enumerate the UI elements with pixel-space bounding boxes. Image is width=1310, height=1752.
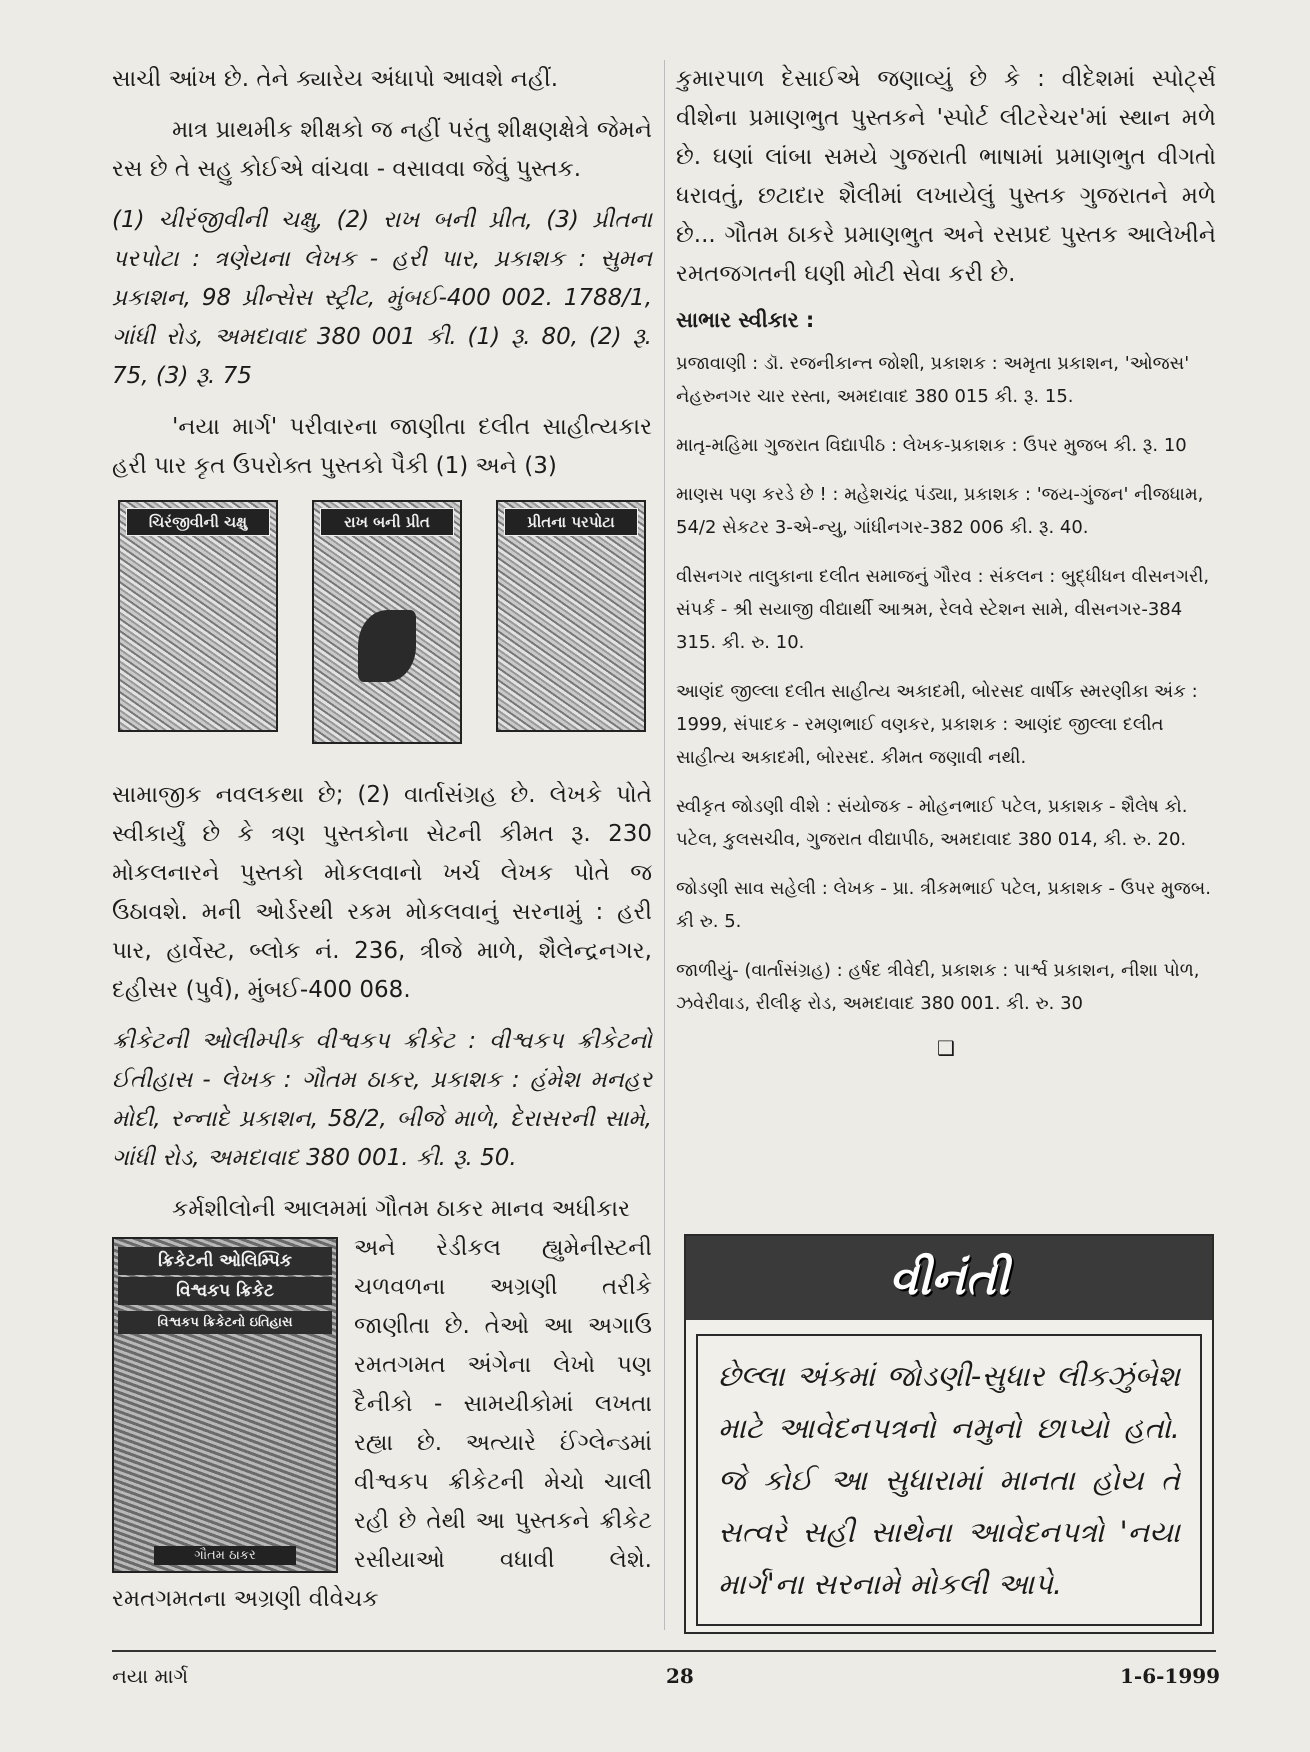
column-divider	[664, 60, 665, 1630]
notice-title: વીનંતી	[686, 1236, 1212, 1320]
paragraph-start: કર્મશીલોની આલમમાં ગૌતમ ઠાકર માનવ અધીકાર	[172, 1196, 631, 1222]
cover-title: પ્રીતના પરપોટા	[504, 508, 638, 536]
cover-title: ક્રિકેટની ઓલિમ્પિક	[118, 1247, 332, 1275]
acknowledgement-entry: જોડણી સાવ સહેલી : લેખક - પ્રા. ત્રીકમભાઈ પટેલ, પ્રકાશક - ઉપર મુજબ. કી રુ. 5.	[676, 878, 1211, 932]
page-number: 28	[666, 1664, 694, 1688]
cover-author: ગૌતમ ઠાકર	[154, 1546, 296, 1565]
acknowledgement-entry: સ્વીકૃત જોડણી વીશે : સંયોજક - મોહનભાઈ પટેલ, પ્રકાશક - શૈલેષ કો. પટેલ, કુલસચીવ, ગુજરાત વીદ્યાપીઠ, અમદાવાદ 380 014, કી. રુ. 20.	[676, 796, 1188, 850]
acknowledgement-entry: માણસ પણ કરડે છે ! : મહેશચંદ્ર પંડ્યા, પ્રકાશક : 'જય-ગુંજન' નીજધામ, 54/2 સેકટર 3-એ-ન્યુ, ગાંધીનગર-382 006 કી. રૂ. 40.	[676, 484, 1204, 538]
footer-rule	[112, 1650, 1216, 1652]
book-entry: ક્રીકેટની ઓલીમ્પીક વીશ્વકપ ક્રીકેટ : વીશ્વકપ ક્રીકેટનો ઈતીહાસ - લેખક : ગૌતમ ઠાકર, પ્રકાશક : હંમેશ મનહર મોદી, રન્નાદે પ્રકાશન, 58/2, બીજે માળે, દેરાસરની સામે, ગાંધી રોડ, અમદાવાદ 380 001. કી. રૂ. 50.	[112, 1028, 652, 1171]
book-cover-image	[312, 500, 462, 744]
book-entry: (1) ચીરંજીવીની ચક્ષુ, (2) રાખ બની પ્રીત, (3) પ્રીતના પરપોટા : ત્રણેયના લેખક - હરી પાર, પ્રકાશક : સુમન પ્રકાશન, 98 પ્રીન્સેસ સ્ટ્રીટ, મુંબઈ-400 002. 1788/1, ગાંધી રોડ, અમદાવાદ 380 001 કી. (1) રૂ. 80, (2) રૂ. 75, (3) રૂ. 75	[112, 207, 652, 389]
cover-subtitle: વિશ્વકપ ક્રિકેટનો ઇતિહાસ	[118, 1311, 332, 1334]
issue-date: 1-6-1999	[1120, 1664, 1221, 1688]
birds-illustration	[358, 610, 416, 682]
paragraph: અને રેડીકલ હ્યુમેનીસ્ટની ચળવળના અગ્રણી તરીકે જાણીતા છે. તેઓ આ અગાઉ રમતગમત અંગેના લેખો પણ દૈનીકો - સામયીકોમાં લખતા રહ્યા છે. અત્યારે ઈંગ્લેન્ડમાં વીશ્વકપ ક્રીકેટની મેચો ચાલી રહી છે તેથી આ પુસ્તકને ક્રીકેટ રસીયાઓ વધાવી લેશે. રમતગમતના અગ્રણી વીવેચક	[112, 1235, 652, 1612]
paragraph: 'નયા માર્ગ' પરીવારના જાણીતા દલીત સાહીત્યકાર હરી પાર કૃત ઉપરોક્ત પુસ્તકો પૈકી (1) અને (3)	[112, 414, 652, 479]
paragraph: કુમારપાળ દેસાઈએ જણાવ્યું છે કે : વીદેશમાં સ્પોર્ટ્સ વીશેના પ્રમાણભુત પુસ્તકને 'સ્પોર્ટ લીટરેચર'માં સ્થાન મળે છે. ઘણાં લાંબા સમયે ગુજરાતી ભાષામાં પ્રમાણભુત વીગતો ધરાવતું, છટાદાર શૈલીમાં લખાયેલું પુસ્તક ગુજરાતને મળે છે... ગૌતમ ઠાકરે પ્રમાણભુત અને રસપ્રદ પુસ્તક આલેખીને રમતજગતની ઘણી મોટી સેવા કરી છે.	[676, 66, 1216, 287]
cricket-book-cover-image	[112, 1237, 338, 1573]
cricket-section	[112, 1229, 652, 1619]
cover-title: રાખ બની પ્રીત	[320, 508, 454, 536]
acknowledgement-entry: વીસનગર તાલુકાના દલીત સમાજનું ગૌરવ : સંકલન : બુદ્ધીધન વીસનગરી, સંપર્ક - શ્રી સયાજી વીદ્યાર્થી આશ્રમ, રેલવે સ્ટેશન સામે, વીસનગર-384 315. કી. રુ. 10.	[676, 566, 1210, 653]
book-covers	[112, 500, 652, 750]
paragraph: સાચી આંખ છે. તેને ક્યારેય અંધાપો આવશે નહીં.	[112, 66, 559, 92]
acknowledgement-entry: આણંદ જીલ્લા દલીત સાહીત્ય અકાદમી, બોરસદ વાર્ષીક સ્મરણીકા અંક : 1999, સંપાદક - રમણભાઈ વણકર, પ્રકાશક : આણંદ જીલ્લા દલીત સાહીત્ય અકાદમી, બોરસદ. કીમત જણાવી નથી.	[676, 681, 1198, 768]
book-cover-image	[496, 500, 646, 732]
cover-title: વિશ્વકપ ક્રિકેટ	[118, 1277, 332, 1305]
end-mark: ❑	[937, 1036, 955, 1060]
acknowledgement-entry: જાળીયું- (વાર્તાસંગ્રહ) : હર્ષદ ત્રીવેદી, પ્રકાશક : પાર્શ્વ પ્રકાશન, નીશા પોળ, ઝવેરીવાડ, રીલીફ રોડ, અમદાવાદ 380 001. કી. રુ. 30	[676, 960, 1200, 1014]
section-heading: સાભાર સ્વીકાર :	[676, 308, 815, 332]
paragraph: માત્ર પ્રાથમીક શીક્ષકો જ નહીં પરંતુ શીક્ષણક્ષેત્રે જેમને રસ છે તે સહુ કોઈએ વાંચવા - વસાવવા જેવું પુસ્તક.	[112, 117, 652, 182]
acknowledgement-entry: માતૃ-મહિમા ગુજરાત વિદ્યાપીઠ : લેખક-પ્રકાશક : ઉપર મુજબ કી. રૂ. 10	[676, 435, 1187, 456]
cover-title: ચિરંજીવીની ચક્ષુ	[126, 508, 270, 536]
book-cover-image	[118, 500, 278, 732]
right-column	[676, 60, 1216, 1060]
acknowledgement-entry: પ્રજાવાણી : ડૉ. રજનીકાન્ત જોશી, પ્રકાશક : અમૃતા પ્રકાશન, 'ઓજસ' નેહરુનગર ચાર રસ્તા, અમદાવાદ 380 015 કી. રૂ. 15.	[676, 353, 1190, 407]
magazine-name: નયા માર્ગ	[112, 1664, 189, 1688]
request-notice-box	[684, 1234, 1214, 1634]
left-column	[112, 60, 652, 1619]
notice-body: છેલ્લા અંકમાં જોડણી-સુધાર લીકઝુંબેશ માટે આવેદનપત્રનો નમુનો છાપ્યો હતો. જે કોઈ આ સુધારામાં માનતા હોય તે સત્વરે સહી સાથેના આવેદનપત્રો 'નયા માર્ગ'ના સરનામે મોકલી આપે.	[696, 1334, 1202, 1626]
paragraph: સામાજીક નવલકથા છે; (2) વાર્તાસંગ્રહ છે. લેખકે પોતે સ્વીકાર્યું છે કે ત્રણ પુસ્તકોના સેટની કીમત રૂ. 230 મોકલનારને પુસ્તકો મોકલવાનો ખર્ચ લેખક પોતે જ ઉઠાવશે. મની ઓર્ડરથી રકમ મોકલવાનું સરનામું : હરી પાર, હાર્વેસ્ટ, બ્લોક નં. 236, ત્રીજે માળે, શૈલેન્દ્રનગર, દહીસર (પુર્વ), મુંબઈ-400 068.	[112, 782, 652, 1003]
